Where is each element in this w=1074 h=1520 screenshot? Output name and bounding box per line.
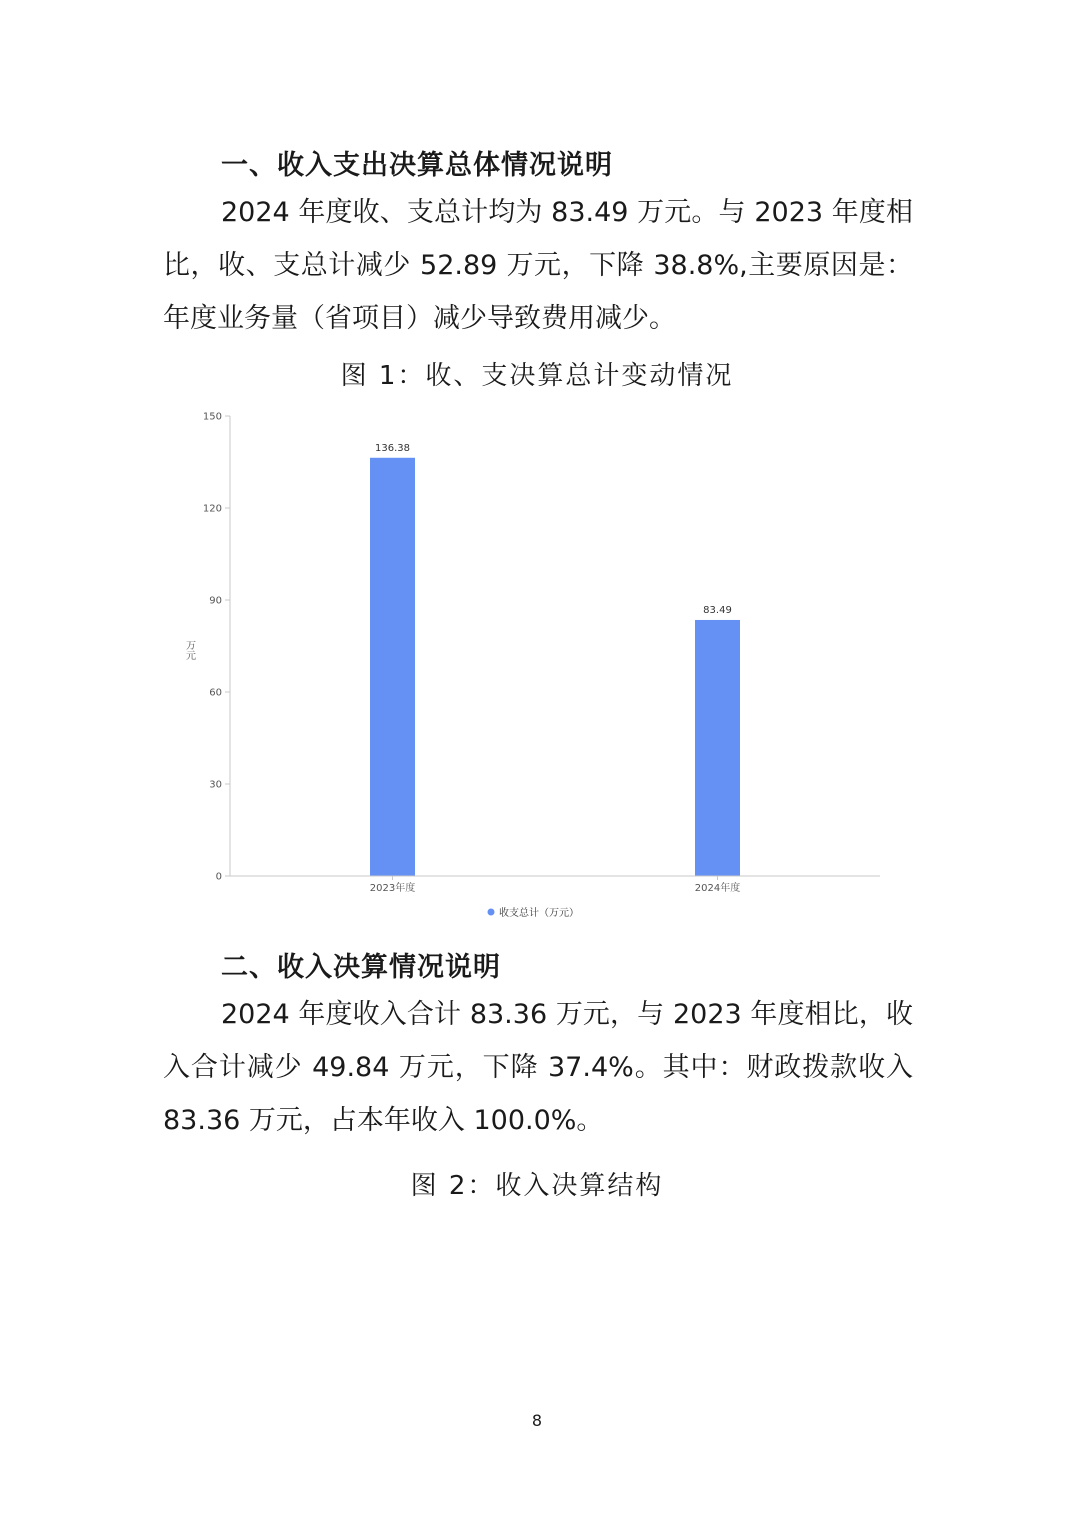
figure1-caption: 图 1：收、支决算总计变动情况 bbox=[340, 361, 734, 391]
y-tick-label: 150 bbox=[202, 411, 222, 423]
page-number: 8 bbox=[531, 1411, 543, 1430]
y-axis bbox=[203, 412, 230, 883]
y-tick-label: 90 bbox=[209, 595, 222, 607]
y-tick-label: 120 bbox=[202, 503, 222, 515]
y-axis-label: 万元 bbox=[183, 640, 195, 660]
legend-label: 收支总计（万元） bbox=[499, 908, 579, 919]
y-tick-label: 30 bbox=[209, 779, 222, 791]
section2-heading: 二、收入决算情况说明 bbox=[221, 952, 501, 983]
bars bbox=[370, 443, 740, 876]
bar bbox=[695, 620, 740, 876]
data-label: 83.49 bbox=[703, 604, 732, 616]
bar bbox=[370, 458, 415, 876]
y-tick-label: 60 bbox=[209, 687, 222, 699]
x-tick-label: 2023年度 bbox=[369, 883, 416, 894]
section1-heading: 一、收入支出决算总体情况说明 bbox=[221, 150, 613, 181]
chart-legend bbox=[488, 906, 580, 919]
figure2-caption: 图 2：收入决算结构 bbox=[410, 1171, 664, 1201]
section2-paragraph: 2024 年度收入合计 83.36 万元，与 2023 年度相比，收入合计减少 49.84 万元，下降 37.4%。其中：财政拨款收入 83.36 万元，占本年收入 100.0%。 bbox=[163, 999, 913, 1136]
section1-paragraph: 2024 年度收、支总计均为 83.49 万元。与 2023 年度相比，收、支总计减少 52.89 万元，下降 38.8%,主要原因是：年度业务量（省项目）减少导致费用减少。 bbox=[163, 197, 913, 334]
legend-swatch bbox=[488, 909, 495, 916]
income-expense-bar-chart bbox=[165, 400, 895, 930]
x-tick-label: 2024年度 bbox=[694, 883, 741, 894]
data-label: 136.38 bbox=[375, 442, 410, 454]
x-axis bbox=[230, 876, 880, 894]
y-tick-label: 0 bbox=[215, 871, 222, 883]
